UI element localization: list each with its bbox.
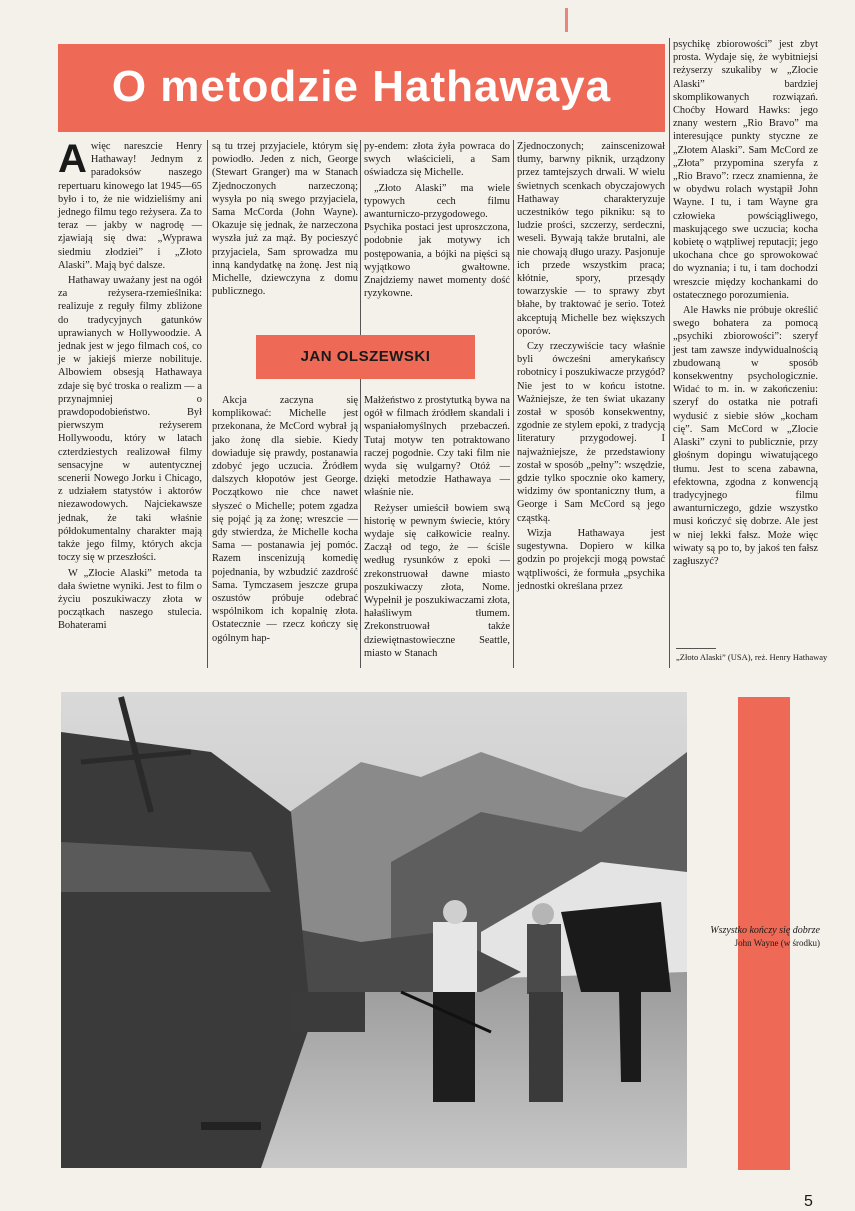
paragraph: py-endem: złota żyła powraca do swych właścicieli, a Sam oświadcza się Michelle. (364, 141, 510, 179)
title-banner (58, 44, 665, 132)
caption-credit: John Wayne (w środku) (734, 938, 820, 948)
paragraph: Wizja Hathawaya jest sugestywna. Dopiero w kilka godzin po projekcji mogą powstać wątpliwości, że formuła „psychika jednostki określana przez (517, 527, 665, 592)
text-column-1 (58, 137, 202, 635)
column-rule (360, 140, 361, 668)
text-column-5 (673, 38, 818, 570)
column-rule (669, 38, 670, 668)
film-credit-footnote: „Złoto Alaski” (USA), reż. Henry Hathaway (676, 652, 828, 662)
article-title: O metodzie Hathawaya (111, 62, 612, 111)
text-column-3b (364, 394, 510, 662)
paragraph: Małżeństwo z prostytutką bywa na ogół w filmach źródłem skandali i wspaniałomyślnych przebaczeń. Tutaj motyw ten potraktowano raczej pogodnie. Czy taki film nie wyda się wulgarny? Otóż — dzięki metodzie Hathawaya — właśnie nie. (364, 395, 510, 499)
paragraph: Awięc nareszcie Henry Hathaway! Jednym z paradoksów naszego repertuaru kinowego lat 1945—65 było i to, że nie widzieliśmy ani jednego filmu tego reżysera. Za to teraz — jakby w nagrodę — zjawiają się dwa: „Wyprawa siedmiu złodziei” i „Złoto Alaski”. Mają być dalsze. (58, 137, 202, 271)
print-mark (565, 8, 568, 32)
text-column-4 (517, 140, 665, 595)
page-number: 5 (804, 1193, 813, 1210)
photo-caption (694, 925, 820, 949)
text-column-3 (364, 140, 510, 302)
paragraph: Akcja zaczyna się komplikować: Michelle jest przekonana, że McCord wybrał ją jako żonę dla siebie. Kiedy dowiaduje się prawdy, postanawia zdobyć jego uczucia. Źródłem dalszych kłopotów jest George. Początkowo nie chce nawet słyszeć o Michelle; potem zgadza się pojąć ją za żonę; wreszcie — gdy stwierdza, że Michelle kocha Sama — postanawia jej pomóc. Razem inscenizują komedię pojednania, by wzbudzić zazdrość Sama. Tymczasem jeszcze grupa oszustów próbuje odebrać wspólnikom ich kopalnię złota. Ostatecznie — rzecz kończy się ogólnym hap- (212, 395, 358, 644)
author-name: JAN OLSZEWSKI (300, 348, 431, 365)
caption-title: Wszystko kończy się dobrze (710, 925, 820, 936)
paragraph: Czy rzeczywiście tacy właśnie byli ówcześni amerykańscy robotnicy i poszukiwacze przygód? Nie jest to w końcu istotne. Ważniejsze, że ten świat ukazany został w sposób konsekwentny, zgodnie ze stylem epoki, z tradycją literatury przygodowej. I najważniejsze, że przedstawiony został w sposób „pełny”: wszędzie, gdzie tylko spocznie oko kamery, widzimy ów spontaniczny tłum, a George i Sam McCord są jego cząstką. (517, 341, 665, 524)
text-column-2 (212, 140, 358, 300)
drop-cap: A (58, 137, 87, 181)
paragraph: Reżyser umieścił bowiem swą historię w pewnym świecie, który wydaje się całkowicie realny. Zaczął od tego, że — ściśle według rysunków z epoki — zrekonstruował dawne miasto poszukiwaczy złota, Nome. Wypełnił je poszukiwaczami złota, hałaśliwym tłumem. Zrekonstruował także dziewiętnastowieczne Seattle, miasto w Stanach (364, 502, 510, 659)
paragraph: Hathaway uważany jest na ogół za reżysera-rzemieślnika: realizuje z reguły filmy zbliżone do tradycyjnych gatunków uprawianych w Hollywoodzie. A jednak jest w jego filmach coś, co je w jakiejś mierze nobilituje. Albowiem obsesją Hathawaya zdaje się być troska o realizm — a przynajmniej o prawdopodobieństwo. Był pierwszym reżyserem Hollywoodu, który w latach czterdziestych realizował filmy sensacyjne w autentycznej scenerii Nowego Jorku i Chicago, z udziałem statystów i aktorów niezawodowych. Najciekawsze jednak, że taki właśnie półdokumentalny charakter mają także jego filmy, których akcja toczy się w przeszłości. (58, 275, 202, 564)
column-rule (513, 140, 514, 668)
paragraph: Ale Hawks nie próbuje określić swego bohatera za pomocą „psychiki zbiorowości”: szeryf jest tam zawsze indywidualnością zbudowaną w sposób konsekwentny psychologicznie. Widać to m. in. w zakończeniu: szeryf do ostatka nie potrafi wydusić z siebie słów „kocham cię”. Sam McCord w „Złocie Alaski” czyni to publicznie, przy głośnym dopingu wiwatującego tłumu. Jest to scena zabawna, efektowna, zgodna z konwencją tradycyjnego filmu awanturniczego, gdzie wszystko musi kończyć się dobrze. Ale jest w niej lekki fałsz. Może więc wiwaty są po to, by jakoś ten fałsz zagłuszyć? (673, 305, 818, 567)
paragraph: W „Złocie Alaski” metoda ta dała świetne wyniki. Jest to film o życiu poszukiwaczy złota w początkach naszego stulecia. Bohaterami (58, 567, 202, 632)
footnote-rule (676, 648, 716, 649)
paragraph: psychikę zbiorowości” jest zbyt prosta. Wydaje się, że wybitniejsi reżyserzy szukaliby w „Złocie Alaski” bardziej skomplikowanych rozwiązań. Choćby Howard Hawks: jego znany western „Rio Bravo” ma interesujące punkty styczne ze „Złotem Alaski”. Sam McCord ze „Złota” przypomina szeryfa z „Rio Bravo”: rzecz znamienna, że w obydwu rolach wystąpił John Wayne. I tu, i tam Wayne gra człowieka powściągliwego, maskującego swe uczucia; kocha kobietę o wątpliwej reputacji; jego ukochana chce go sprowokować do wyznania; i tu, i tam dochodzi wreszcie między kochankami do ostatecznego porozumienia. (673, 39, 818, 301)
paragraph: są tu trzej przyjaciele, którym się powiodło. Jeden z nich, George (Stewart Granger) ma w Stanach Zjednoczonych narzeczoną; wysyła po nią swego przyjaciela, Sama McCorda (John Wayne). Okazuje się jednak, że narzeczona wyszła już za mąż. By pocieszyć przyjaciela, Sam sprowadza mu inną kandydatkę na żonę. Jest nią Michelle, dziewczyna z domu publicznego. (212, 141, 358, 298)
paragraph: Zjednoczonych; zainscenizował tłumy, barwny piknik, urządzony przez tamtejszych drwali. W wielu świetnych scenkach obyczajowych Hathaway charakteryzuje uczestników tego pikniku: są to ludzie prości, szczerzy, serdeczni, weseli. Bywają także brutalni, ale nie chowają długo urazy. Pasjonuje ich przede wszystkim praca; kłótnie, spory, przesądy towarzyskie — to sprawy zbyt błahe, by traktować je serio. Toteż akceptują Michelle bez większych oporów. (517, 141, 665, 337)
film-still-photo (61, 692, 687, 1168)
column-rule (207, 140, 208, 668)
text-column-2b (212, 394, 358, 647)
paragraph: „Złoto Alaski” ma wiele typowych cech filmu awanturniczo-przygodowego. Psychika postaci jest uproszczona, podobnie jak motywy ich postępowania, a bójki na pięści są wyjątkowo gwałtowne. Znajdziemy nawet momenty dość ryzykowne. (364, 182, 510, 300)
author-banner (256, 335, 475, 379)
